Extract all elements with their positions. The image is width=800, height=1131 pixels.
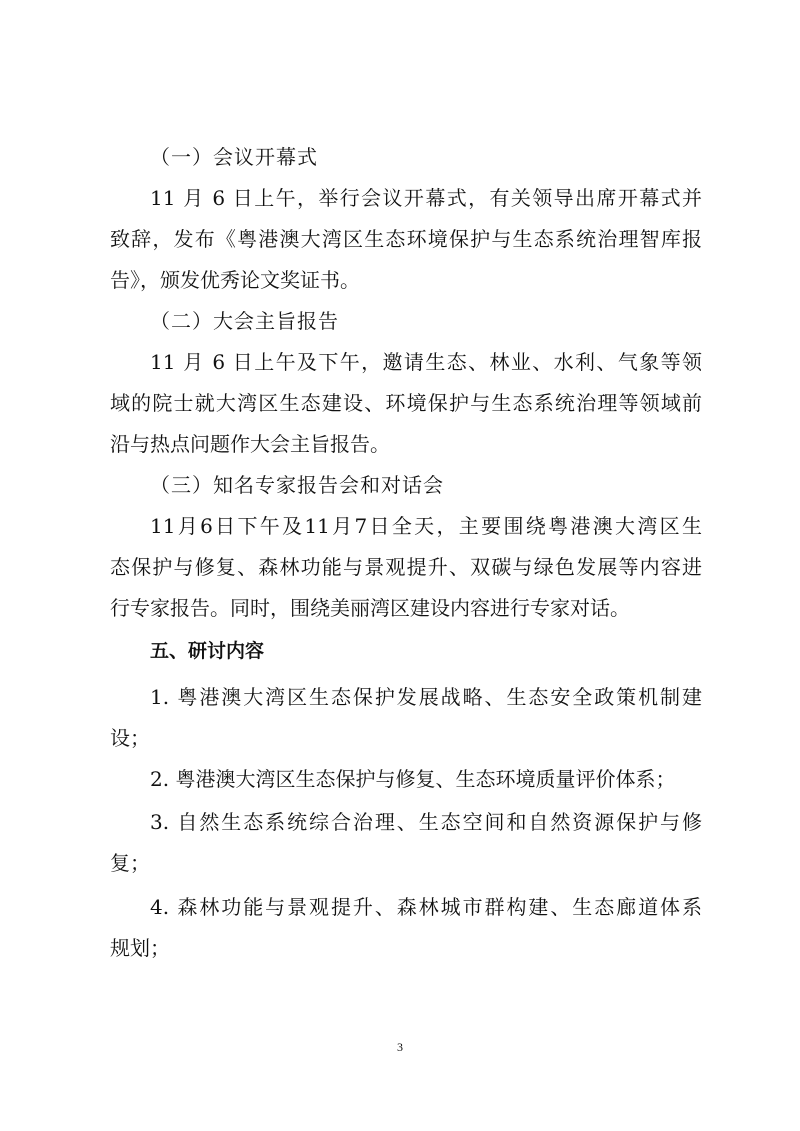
subsection-heading-experts: （三）知名专家报告会和对话会: [150, 473, 444, 497]
paragraph-line: 致辞，发布《粤港澳大湾区生态环境保护与生态系统治理智库报: [110, 227, 702, 251]
paragraph-line: 域的院士就大湾区生态建设、环境保护与生态系统治理等领域前: [110, 391, 702, 415]
paragraph-line: 态保护与修复、森林功能与景观提升、双碳与绿色发展等内容进: [110, 555, 702, 579]
list-item: 3. 自然生态系统综合治理、生态空间和自然资源保护与修: [150, 810, 702, 834]
paragraph-line: 告》，颁发优秀论文奖证书。: [110, 268, 360, 292]
list-item: 2. 粤港澳大湾区生态保护与修复、生态环境质量评价体系；: [150, 767, 676, 791]
list-item-continuation: 复；: [110, 851, 150, 875]
paragraph-line: 11 月 6 日上午及下午，邀请生态、林业、水利、气象等领: [150, 350, 702, 374]
subsection-heading-opening: （一）会议开幕式: [150, 145, 318, 169]
paragraph-line: 沿与热点问题作大会主旨报告。: [110, 432, 390, 456]
paragraph-line: 行专家报告。同时，围绕美丽湾区建设内容进行专家对话。: [110, 596, 630, 620]
page-number: 3: [397, 1040, 403, 1054]
list-item: 4. 森林功能与景观提升、森林城市群构建、生态廊道体系: [150, 895, 702, 919]
paragraph-line: 11月6日下午及11月7日全天，主要围绕粤港澳大湾区生: [150, 514, 702, 538]
subsection-heading-keynote: （二）大会主旨报告: [150, 309, 339, 333]
list-item-continuation: 规划；: [110, 936, 170, 960]
section-heading-topics: 五、研讨内容: [150, 640, 265, 662]
paragraph-line: 11 月 6 日上午，举行会议开幕式，有关领导出席开幕式并: [150, 186, 702, 210]
list-item-continuation: 设；: [110, 726, 150, 750]
list-item: 1. 粤港澳大湾区生态保护发展战略、生态安全政策机制建: [150, 685, 702, 709]
